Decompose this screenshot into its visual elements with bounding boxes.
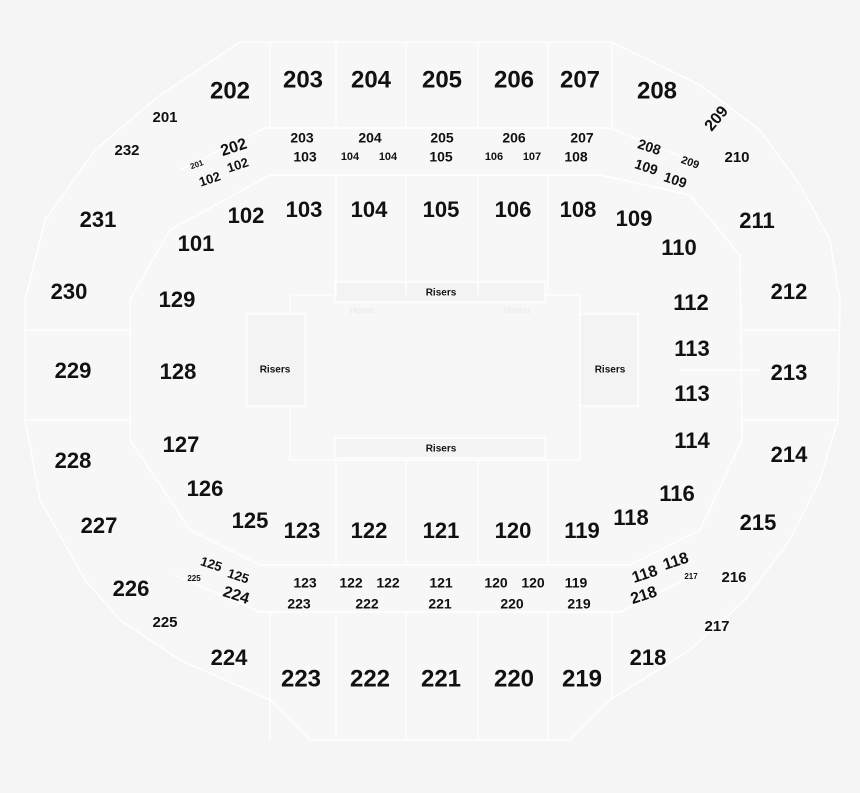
section-220[interactable]: 220 (493, 665, 535, 693)
suite-119[interactable]: 119 (564, 574, 588, 591)
section-112[interactable]: 112 (673, 289, 709, 315)
section-128[interactable]: 128 (159, 358, 197, 384)
suite-218[interactable]: 218 (628, 583, 660, 608)
section-211[interactable]: 211 (739, 207, 775, 233)
section-213[interactable]: 213 (770, 359, 808, 385)
section-122[interactable]: 122 (350, 517, 388, 543)
section-121[interactable]: 121 (422, 517, 460, 543)
suite-222[interactable]: 222 (355, 595, 379, 612)
suite-202[interactable]: 202 (218, 135, 250, 160)
suite-205[interactable]: 205 (430, 129, 454, 146)
section-228[interactable]: 228 (54, 447, 92, 473)
section-113b[interactable]: 113 (674, 380, 710, 406)
section-206[interactable]: 206 (493, 66, 535, 94)
section-105[interactable]: 105 (422, 196, 460, 222)
risers-label-south: Risers (425, 443, 457, 455)
suite-217[interactable]: 217 (684, 572, 698, 582)
section-123[interactable]: 123 (283, 517, 321, 543)
section-210[interactable]: 210 (724, 148, 750, 166)
section-221[interactable]: 221 (420, 665, 462, 693)
suite-103[interactable]: 103 (293, 148, 317, 165)
section-217[interactable]: 217 (704, 617, 730, 635)
section-223[interactable]: 223 (280, 665, 322, 693)
suite-125a[interactable]: 125 (198, 553, 224, 575)
section-101[interactable]: 101 (177, 230, 215, 256)
home-bench-label: Home (349, 305, 375, 316)
section-232[interactable]: 232 (114, 141, 140, 159)
suite-220[interactable]: 220 (500, 595, 524, 612)
section-201[interactable]: 201 (152, 108, 178, 126)
section-231[interactable]: 231 (79, 206, 117, 232)
section-218[interactable]: 218 (629, 644, 667, 670)
suite-102b[interactable]: 102 (225, 154, 251, 176)
section-103[interactable]: 103 (285, 196, 323, 222)
suite-204[interactable]: 204 (358, 129, 382, 146)
section-212[interactable]: 212 (770, 278, 808, 304)
section-222[interactable]: 222 (349, 665, 391, 693)
suite-120b[interactable]: 120 (521, 574, 545, 591)
suite-118b[interactable]: 118 (661, 549, 691, 574)
section-227[interactable]: 227 (80, 512, 118, 538)
suite-122a[interactable]: 122 (339, 574, 363, 591)
suite-109b[interactable]: 109 (661, 168, 689, 191)
suite-209[interactable]: 209 (679, 154, 701, 172)
section-119[interactable]: 119 (564, 517, 600, 543)
suite-105[interactable]: 105 (429, 148, 453, 165)
suite-121[interactable]: 121 (429, 574, 453, 591)
suite-125b[interactable]: 125 (225, 565, 251, 587)
section-204[interactable]: 204 (350, 66, 392, 94)
section-129[interactable]: 129 (158, 286, 196, 312)
suite-106[interactable]: 106 (484, 150, 504, 163)
section-118[interactable]: 118 (613, 504, 649, 530)
suite-203[interactable]: 203 (290, 129, 314, 146)
suite-107[interactable]: 107 (522, 150, 542, 163)
section-113a[interactable]: 113 (674, 335, 710, 361)
suite-208[interactable]: 208 (635, 135, 663, 158)
suite-221[interactable]: 221 (428, 595, 452, 612)
section-126[interactable]: 126 (186, 475, 224, 501)
section-120[interactable]: 120 (494, 517, 532, 543)
section-104[interactable]: 104 (350, 196, 388, 222)
suite-108[interactable]: 108 (564, 148, 588, 165)
arena-outline (25, 42, 840, 740)
suite-104b[interactable]: 104 (378, 150, 398, 163)
section-219[interactable]: 219 (561, 665, 603, 693)
suite-206[interactable]: 206 (502, 129, 526, 146)
section-125[interactable]: 125 (231, 507, 269, 533)
suite-225[interactable]: 225 (187, 574, 201, 584)
section-108[interactable]: 108 (559, 196, 597, 222)
suite-123[interactable]: 123 (293, 574, 317, 591)
suite-118a[interactable]: 118 (630, 562, 660, 587)
risers-label-west: Risers (259, 364, 291, 376)
section-229[interactable]: 229 (54, 357, 92, 383)
suite-201[interactable]: 201 (189, 158, 205, 172)
risers-east (580, 314, 638, 406)
section-106[interactable]: 106 (494, 196, 532, 222)
suite-120a[interactable]: 120 (484, 574, 508, 591)
section-209[interactable]: 209 (701, 103, 732, 135)
section-208[interactable]: 208 (636, 77, 678, 105)
section-110[interactable]: 110 (661, 234, 697, 260)
section-226[interactable]: 226 (112, 575, 150, 601)
suite-207[interactable]: 207 (570, 129, 594, 146)
section-214[interactable]: 214 (770, 441, 808, 467)
section-205[interactable]: 205 (421, 66, 463, 94)
section-216[interactable]: 216 (721, 568, 747, 586)
suite-104a[interactable]: 104 (340, 150, 360, 163)
section-225[interactable]: 225 (152, 613, 178, 631)
section-224[interactable]: 224 (210, 644, 248, 670)
section-102[interactable]: 102 (227, 202, 265, 228)
section-230[interactable]: 230 (50, 278, 88, 304)
suite-219[interactable]: 219 (567, 595, 591, 612)
section-202[interactable]: 202 (209, 77, 251, 105)
suite-224[interactable]: 224 (220, 583, 252, 608)
section-109[interactable]: 109 (615, 205, 653, 231)
section-114[interactable]: 114 (674, 427, 710, 453)
risers-label-north: Risers (425, 287, 457, 299)
section-203[interactable]: 203 (282, 66, 324, 94)
section-215[interactable]: 215 (739, 509, 777, 535)
suite-223[interactable]: 223 (287, 595, 311, 612)
section-207[interactable]: 207 (559, 66, 601, 94)
suite-102a[interactable]: 102 (197, 168, 223, 190)
risers-west (247, 314, 305, 406)
suite-109a[interactable]: 109 (632, 155, 660, 178)
section-116[interactable]: 116 (659, 480, 695, 506)
suite-122b[interactable]: 122 (376, 574, 400, 591)
section-127[interactable]: 127 (162, 431, 200, 457)
visitor-bench-label: Visitor (503, 305, 531, 316)
risers-label-east: Risers (594, 364, 626, 376)
